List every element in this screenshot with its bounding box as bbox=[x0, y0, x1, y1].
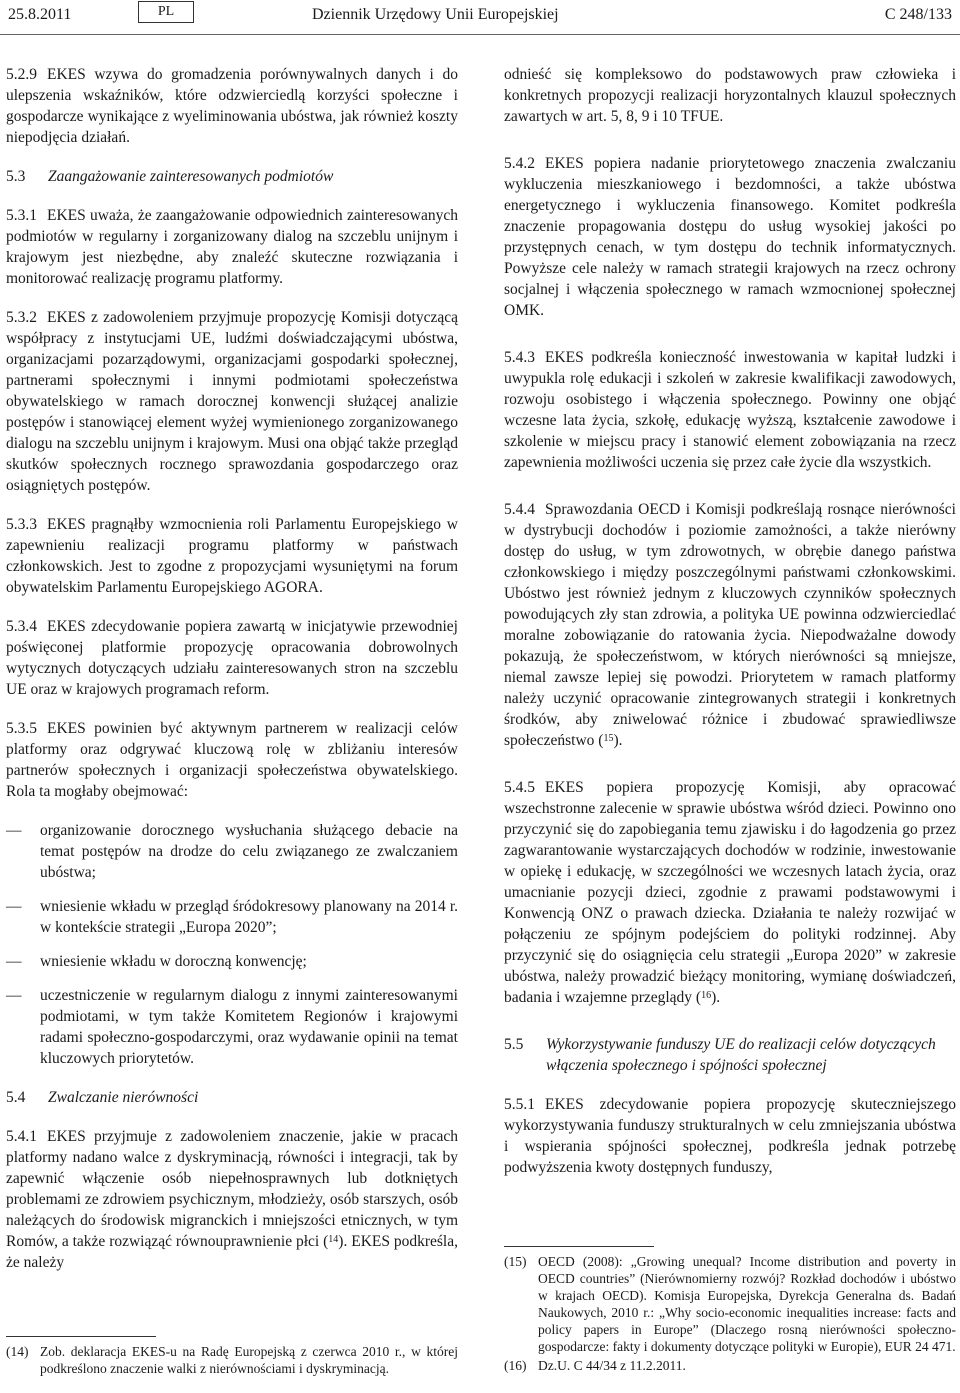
left-footnotes bbox=[6, 1328, 458, 1379]
footnote-16: (16) Dz.U. C 44/34 z 11.2.2011. bbox=[504, 1358, 686, 1373]
right-column bbox=[504, 64, 956, 1196]
paragraph-5-4-5: 5.4.5 EKES popiera propozycję Komisji, aby opracować wszechstronne zalecenie w sprawie ubóstwa wśród dzieci. Powinno ono przyczynić się do zapobiegania temu zjawisku i do łagodzenia go przez zagwarantowanie wystarczających dochodów w rodzinie, inwestowanie w opiekę i edukację, w szczególności we wczesnych latach życia, oraz umacnianie pozycji dzieci, zgodnie z prawami podstawowymi i Konwencją ONZ o prawach dziecka. Działania te należy rozwijać w połączeniu ze spójnym podejściem do polityki rodzinnej. Aby przyczynić się do osiągnięcia celu strategii „Europa 2020” w zakresie ubóstwa, należy prowadzić bieżący monitoring, wymianę doświadczeń, badania i wzajemne przeglądy ($^{16}$). bbox=[504, 779, 956, 1006]
footnote-rule bbox=[504, 1246, 654, 1247]
section-heading-5-3: 5.3 Zaangażowanie zainteresowanych podmiotów bbox=[6, 168, 334, 185]
paragraph-5-4-3: 5.4.3 EKES podkreśla konieczność inwestowania w kapitał ludzki i uwypukla rolę edukacji i szkoleń w zakresie kwalifikacji zawodowych, rozwoju osobistego i włączenia społecznego. Powinny one objąć wczesne lata życia, szkołę, edukację wyższą, kształcenie zawodowe i szkolenie w miejscu pracy i stanowić element zobowiązania na rzecz zapewnienia możliwości uczenia się przez całe życie dla wszystkich. bbox=[504, 349, 956, 471]
section-heading-5-4: 5.4 Zwalczanie nierówności bbox=[6, 1089, 199, 1106]
paragraph-5-3-4: 5.3.4 EKES zdecydowanie popiera zawartą w inicjatywie przewodniej poświęconej platformie propozycję opracowania dobrowolnych wytycznych dotyczących udziału zainteresowanych stron na szczeblu UE oraz w krajowych programach reform. bbox=[6, 618, 458, 698]
page-reference: C 248/133 bbox=[884, 6, 952, 23]
paragraph-5-4-2: 5.4.2 EKES popiera nadanie priorytetowego znaczenia zwalczaniu wykluczenia mieszkaniowego i bezdomności, a także ubóstwa energetycznego i wykluczenia finansowego. Komitet podkreśla znaczenie propagowania dostępu do usług wysokiej jakości po przystępnych cenach, w tym dostępu do technik informatycznych. Powyższe cele należy w ramach strategii krajowych na rzecz ochrony socjalnej i włączenia społecznego w ramach wzmocnionej społecznej OMK. bbox=[504, 155, 956, 319]
header-rule bbox=[0, 34, 960, 35]
footnote-rule bbox=[6, 1336, 156, 1337]
footnote-ref-15[interactable]: 15 bbox=[603, 733, 614, 744]
paragraph-5-5-1: 5.5.1 EKES zdecydowanie popiera propozycję skuteczniejszego wykorzystywania funduszy strukturalnych w celu zmniejszania ubóstwa i wspierania spójności społecznej, podkreśla jednak potrzebę podwyższenia kwoty dostępnych funduszy, bbox=[504, 1096, 956, 1176]
footnote-ref-14[interactable]: 14 bbox=[328, 1234, 339, 1245]
footnote-15: (15) OECD (2008): „Growing unequal? Income distribution and poverty in OECD countries” (Nierównomierny rozwój? Rozkład dochodów i ubóstwo w krajach OECD). Komisja Europejska, Dyrekcja Generalna ds. Badań Naukowych, 2010 r.: „Why socio-economic inequalities increase: facts and policy papers in Europe” (Dlaczego rosną nierówności społeczno-gospodarcze: fakty i dokumenty dotyczące polityki w Europie), EUR 24 471. bbox=[504, 1254, 956, 1354]
list-item: — organizowanie dorocznego wysłuchania służącego debacie na temat postępów na drodze do celu związanego ze zwalczaniem ubóstwa; bbox=[6, 822, 458, 881]
journal-title: Dziennik Urzędowy Unii Europejskiej bbox=[312, 6, 559, 23]
paragraph-5-3-1: 5.3.1 EKES uważa, że zaangażowanie odpowiednich zainteresowanych podmiotów w regularny i zorganizowany dialog na szczeblu unijnym i krajowym jest niezbędne, aby znaleźć skuteczne rozwiązania i monitorować realizację programu platformy. bbox=[6, 207, 458, 287]
list-item: — uczestniczenie w regularnym dialogu z innymi zainteresowanymi podmiotami, w tym także Komitetem Regionów i krajowymi radami społeczno-gospodarczymi, oraz wydawanie opinii na temat kluczowych priorytetów. bbox=[6, 987, 458, 1067]
paragraph-continuation: odnieść się kompleksowo do podstawowych praw człowieka i konkretnych propozycji realizacji horyzontalnych klauzul społecznych zawartych w art. 5, 8, 9 i 10 TFUE. bbox=[504, 66, 956, 125]
paragraph-5-3-5: 5.3.5 EKES powinien być aktywnym partnerem w realizacji celów platformy oraz odgrywać kluczową rolę w zbliżaniu interesów partnerów społecznych i organizacji społeczeństwa obywatelskiego. Rola ta mogłaby obejmować: bbox=[6, 720, 458, 800]
list-item: — wniesienie wkładu w przegląd śródokresowy planowany na 2014 r. w kontekście strategii „Europa 2020”; bbox=[6, 898, 458, 936]
publication-date: 25.8.2011 bbox=[8, 6, 72, 23]
page-header bbox=[0, 0, 960, 40]
list-item: — wniesienie wkładu w doroczną konwencję; bbox=[6, 953, 307, 970]
footnote-ref-16[interactable]: 16 bbox=[701, 990, 712, 1001]
right-footnotes bbox=[504, 1238, 956, 1376]
paragraph-5-2-9: 5.2.9 EKES wzywa do gromadzenia porównywalnych danych i do ulepszenia wskaźników, które odzwierciedlą korzyści społeczne i gospodarcze wynikające z wyeliminowania ubóstwa, jak również koszty niepodjęcia działań. bbox=[6, 66, 458, 146]
paragraph-5-4-1: 5.4.1 EKES przyjmuje z zadowoleniem znaczenie, jakie w pracach platformy nadano walce z dyskryminacją, równości i integracji, tak by zapewnić włączenie osób niepełnosprawnych lub dotkniętych problemami ze zdrowiem psychicznym, młodzieży, osób starszych, osób należących do środowisk migranckich i mniejszości etnicznych, w tym Romów, a także rozwiąząć równouprawnienie płci ($^{14}$). EKES podkreśla, że należy bbox=[6, 1128, 458, 1271]
language-box: PL bbox=[138, 1, 194, 23]
paragraph-5-4-4: 5.4.4 Sprawozdania OECD i Komisji podkreślają rosnące nierówności w dystrybucji dochodów i poziomie zamożności, a także nierówny dostęp do usług, w tym zdrowotnych, w obrębie danego państwa członkowskiego i między poszczególnymi państwami członkowskimi. Ubóstwo jest również jednym z kluczowych czynników społecznych powodujących zły stan zdrowia, a polityka UE powinna odzwierciedlać moralne zobowiązanie do ratowania życia. Niepodważalne dowody pokazują, że społeczeństwom, w których nierówności są mniejsze, niemal zawsze lepiej się powodzi. Priorytetem w ramach platformy należy uczynić opracowanie zintegrowanych strategii i konkretnych środków, aby zniwelować różnice i zbudować sprawiedliwsze społeczeństwo ($^{15}$). bbox=[504, 501, 956, 749]
footnote-14: (14) Zob. deklaracja EKES-u na Radę Europejską z czerwca 2010 r., w której podkreślono znaczenie walki z nierównościami i dyskryminacją. bbox=[6, 1344, 458, 1376]
left-column bbox=[6, 64, 458, 1291]
paragraph-5-3-2: 5.3.2 EKES z zadowoleniem przyjmuje propozycję Komisji dotyczącą współpracy z instytucjami UE, ludźmi doświadczającymi ubóstwa, organizacjami pozarządowymi, organizacjami gospodarki społecznej, partnerami społecznymi i innymi podmiotami społeczeństwa obywatelskiego w ramach dorocznej konwencji służącej analizie postępów i stanowiącej element wyżej wymienionego zorganizowanego dialogu na szczeblu unijnym i krajowym. Musi ona objąć także przegląd skutków społecznych rocznego sprawozdania gospodarczego oraz osiągniętych postępów. bbox=[6, 309, 458, 494]
paragraph-5-3-3: 5.3.3 EKES pragnąłby wzmocnienia roli Parlamentu Europejskiego w zapewnieniu realizacji programu platformy w państwach członkowskich. Jest to zgodne z propozycjami wysuniętymi na forum obywatelskim Parlamentu Europejskiego AGORA. bbox=[6, 516, 458, 596]
section-heading-5-5: 5.5 Wykorzystywanie funduszy UE do realizacji celów dotyczących włączenia społecznego i spójności społecznej bbox=[504, 1036, 936, 1074]
